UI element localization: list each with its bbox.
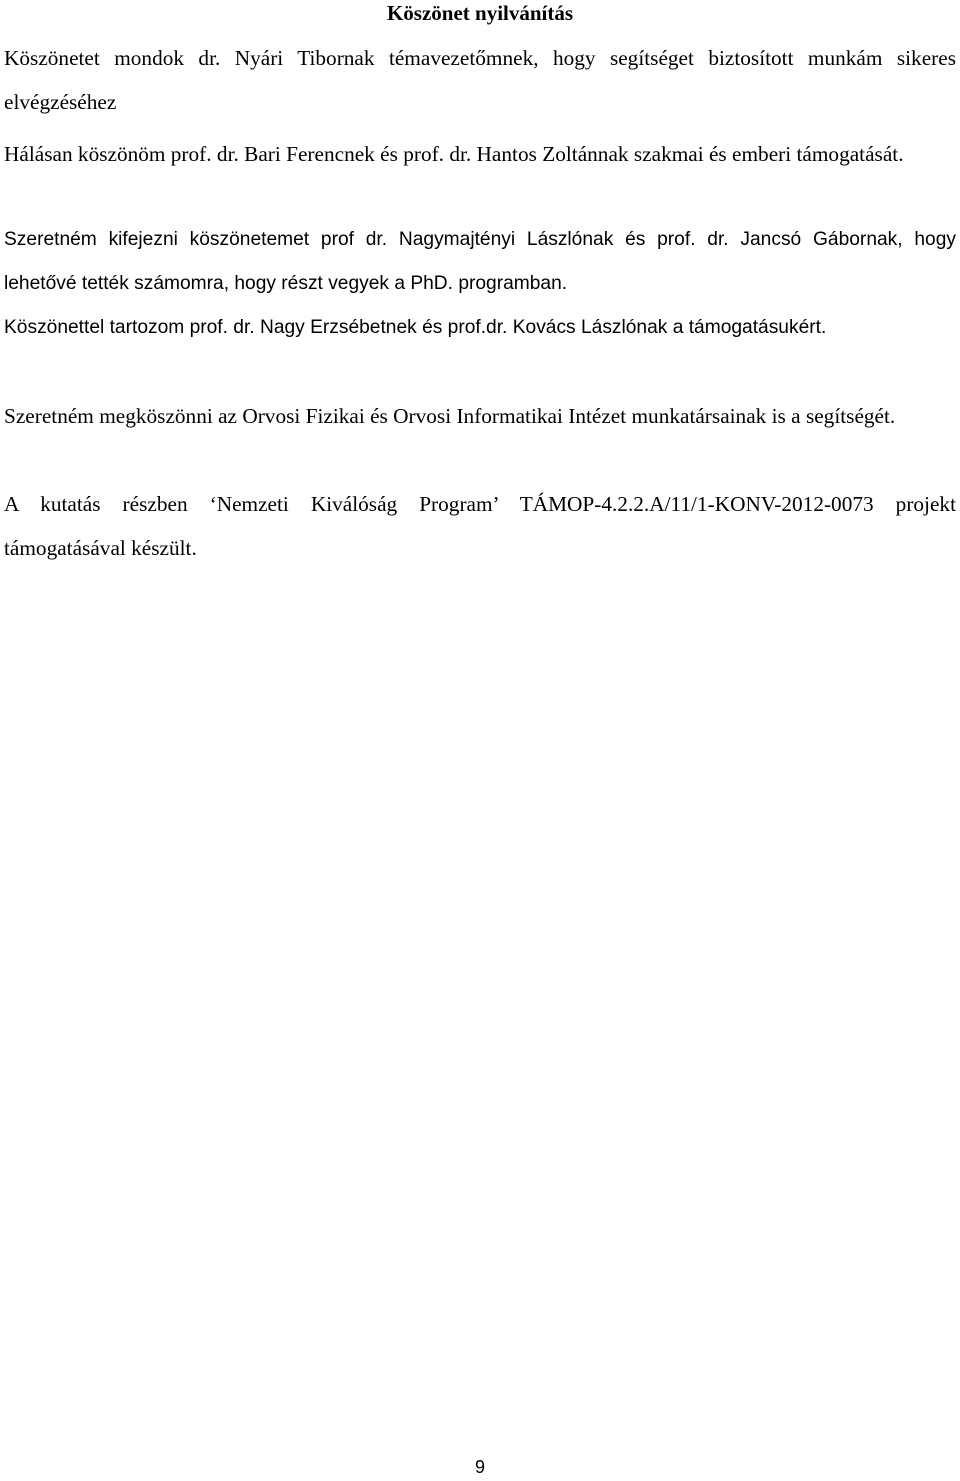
paragraph-supervisor-thanks: Köszönetet mondok dr. Nyári Tibornak témavezetőmnek, hogy segítséget biztosított munkám sikeres elvégzéséhez (4, 46, 956, 114)
paragraph-phd-program-thanks: Szeretném kifejezni köszönetemet prof dr. Nagymajtényi Lászlónak és prof. dr. Jancsó Gábornak, hogy lehetővé tették számomra, hogy részt vegyek a PhD. programban. (4, 229, 956, 294)
paragraph-support-thanks: Köszönettel tartozom prof. dr. Nagy Erzsébetnek és prof.dr. Kovács Lászlónak a támogatásukért. (4, 317, 827, 338)
paragraph-institute-thanks: Szeretném megköszönni az Orvosi Fizikai és Orvosi Informatikai Intézet munkatársainak is a segítségét. (4, 404, 896, 428)
page-title: Köszönet nyilvánítás (386, 1, 574, 25)
paragraph-professors-thanks: Hálásan köszönöm prof. dr. Bari Ferencnek és prof. dr. Hantos Zoltánnak szakmai és emberi támogatását. (4, 142, 904, 166)
paragraph-funding-note: A kutatás részben ‘Nemzeti Kiválóság Program’ TÁMOP-4.2.2.A/11/1-KONV-2012-0073 projekt támogatásával készült. (4, 492, 956, 560)
page-number: 9 (474, 1457, 485, 1477)
